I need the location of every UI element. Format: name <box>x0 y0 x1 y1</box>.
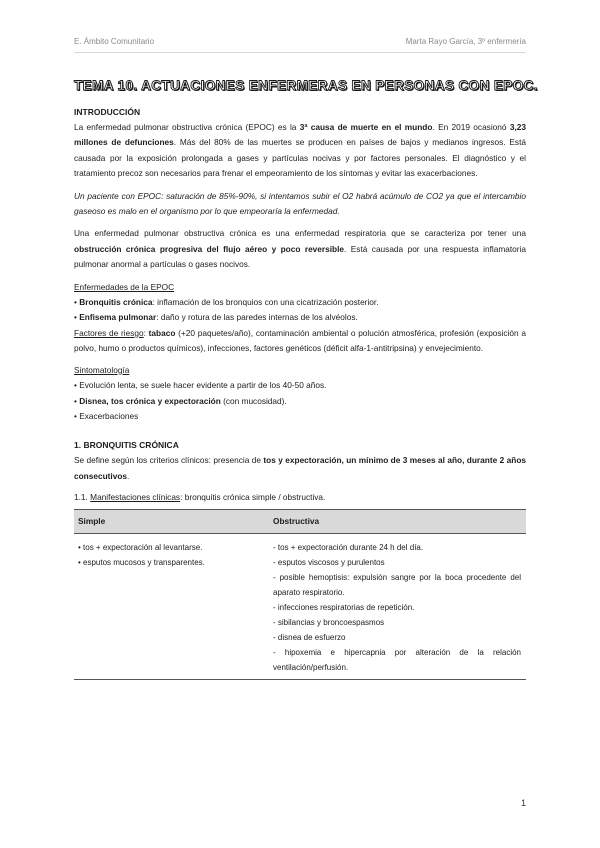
symptom-text: Exacerbaciones <box>79 410 139 421</box>
subsection-text: : bronquitis crónica simple / obstructiva. <box>180 492 326 503</box>
symptom-item <box>74 394 526 409</box>
table-cell-simple <box>74 533 269 679</box>
disease-item-bronquitis <box>74 295 526 310</box>
list-item: - posible hemoptisis: expulsión sangre por la boca procedente del aparato respiratorio. <box>273 572 521 597</box>
risk-text: (+20 paquetes/año), contaminación ambiental o polución atmosférica, profesión (exposición a polvo, humo o productos químicos), infecciones, factores genéticos (déficit alfa-1-antitripsina) y envejecimiento. <box>74 327 526 354</box>
intro-p3-bold: obstrucción crónica progresiva del flujo aéreo y poco reversible <box>74 243 345 254</box>
page-header-right: Marta Rayo García, 3º enfermería <box>405 37 526 46</box>
list-item: • tos + expectoración al levantarse. <box>78 542 203 552</box>
bullet: • <box>74 410 77 421</box>
risk-bold-term: tabaco <box>148 327 176 338</box>
list-item: - sibilancias y broncoespasmos <box>273 617 385 627</box>
disease-term: Bronquitis crónica <box>79 297 153 308</box>
intro-p1-bold-cause: 3ª causa de muerte en el mundo <box>299 122 433 132</box>
table-header-obstructive: Obstructiva <box>269 509 526 533</box>
list-item: - tos + expectoración durante 24 h del día. <box>273 542 424 552</box>
symptom-text: (con mucosidad). <box>220 395 287 406</box>
disease-term: Enfisema pulmonar <box>79 312 157 323</box>
disease-text: : inflamación de los bronquios con una cicatrización posterior. <box>152 297 379 308</box>
symptom-text: Evolución lenta, se suele hacer evidente a partir de los 40-50 años. <box>79 380 327 391</box>
section-1-definition <box>74 453 526 484</box>
subsection-number: 1.1. <box>74 492 91 503</box>
document-body <box>74 77 538 680</box>
table-cell-obstructive <box>269 533 526 679</box>
list-item: - hipoxemia e hipercapnia por alteración de la relación ventilación/perfusión. <box>273 647 521 672</box>
intro-p1-text-a: La enfermedad pulmonar obstructiva crónica (EPOC) es la <box>74 122 300 132</box>
table-row <box>74 533 526 679</box>
definition-bold: tos y expectoración, un mínimo de 3 meses al año, durante 2 años consecutivos <box>74 455 526 481</box>
table-header-simple: Simple <box>74 509 269 533</box>
intro-paragraph-2: Un paciente con EPOC: saturación de 85%-90%, si intentamos subir el O2 habrá acúmulo de CO2 ya que el intercambio gaseoso es malo en el organismo por lo que empeoraría la enfermedad. <box>74 190 526 217</box>
list-item: - disnea de esfuerzo <box>273 632 346 642</box>
page-header-left: E. Ámbito Comunitario <box>74 37 155 46</box>
list-item: - esputos viscosos y purulentos <box>273 557 385 567</box>
page-number: 1 <box>520 798 526 808</box>
diseases-heading: Enfermedades de la EPOC <box>74 281 175 292</box>
risk-factors-paragraph <box>74 326 526 357</box>
header-divider <box>74 52 526 53</box>
intro-p1-text-e: . Más del 80% de las muertes se producen en países de bajos y medianos ingresos. Está causada por la exposición prolongada a gases y partículas nocivas y por factores personales. El diagnóstico y el tratamiento precoz son necesarios para frenar el empeoramiento de los síntomas y evitar las exacerbaciones. <box>74 137 526 179</box>
symptom-item <box>74 378 526 393</box>
subsection-1-1 <box>74 490 526 505</box>
bullet: • <box>74 395 77 406</box>
clinical-manifestations-table <box>74 509 526 680</box>
intro-paragraph-3 <box>74 226 526 272</box>
risk-colon: : <box>143 327 149 338</box>
intro-p1-text-c: . En 2019 ocasionó <box>432 122 510 132</box>
subsection-underlined: Manifestaciones clínicas <box>90 492 181 503</box>
bullet: • <box>74 312 77 323</box>
intro-p3-text-c: . Está causada por una respuesta inflamatoria pulmonar anormal a partículas o gases nocivos. <box>74 243 526 270</box>
list-item: - infecciones respiratorias de repetición. <box>273 602 415 612</box>
symptom-bold: Disnea, tos crónica y expectoración <box>79 395 221 406</box>
intro-p1-bold-deaths: 3,23 millones de defunciones <box>74 122 526 148</box>
disease-item-enfisema <box>74 310 526 325</box>
intro-heading: INTRODUCCIÓN <box>74 107 141 117</box>
table-header-row <box>74 509 526 533</box>
bullet: • <box>74 297 77 308</box>
definition-text-c: . <box>127 470 130 481</box>
disease-text: : daño y rotura de las paredes internas de los alvéolos. <box>156 312 358 323</box>
intro-paragraph-1 <box>74 120 526 182</box>
bullet: • <box>74 380 77 391</box>
risk-heading: Factores de riesgo <box>74 327 144 338</box>
symptom-item <box>74 409 526 424</box>
section-1-heading: 1. BRONQUITIS CRÓNICA <box>74 440 179 451</box>
list-item: • esputos mucosos y transparentes. <box>78 557 205 567</box>
intro-p3-text-a: Una enfermedad pulmonar obstructiva crónica es una enfermedad respiratoria que se caracteriza por tener una <box>74 228 526 239</box>
symptoms-heading: Sintomatología <box>74 364 130 375</box>
document-title: TEMA 10. ACTUACIONES ENFERMERAS EN PERSONAS CON EPOC. <box>74 78 538 93</box>
definition-text-a: Se define según los criterios clínicos: presencia de <box>74 455 264 466</box>
